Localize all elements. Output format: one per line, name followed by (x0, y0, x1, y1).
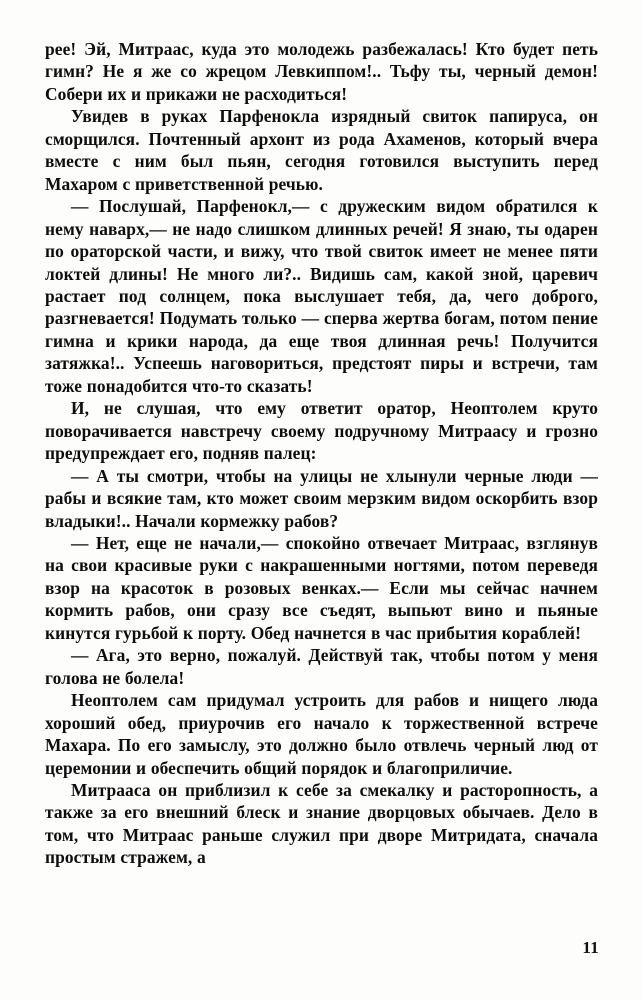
paragraph: Неоптолем сам придумал устроить для рабов и нищего люда хороший обед, приурочив его начало к торжественной встрече Махара. По его замыслу, это должно было отвлечь черный люд от церемонии и обеспечить общий порядок и благоприличие. (45, 690, 598, 778)
paragraph: Митрааса он приблизил к себе за смекалку и расторопность, а также за его внешний блеск и знание дворцовых обычаев. Дело в том, что Митраас раньше служил при дворе Митридата, сначала простым стражем, а (45, 779, 598, 868)
paragraph: рее! Эй, Митраас, куда это молодежь разбежалась! Кто будет петь гимн? Не я же со жрецом Левкиппом!.. Тьфу ты, черный демон! Собери их и прикажи не расходиться! (45, 39, 598, 104)
paragraph-dialogue: — Послушай, Парфенокл,— с дружеским видом обратился к нему наварх,— не надо слишком длинных речей! Я знаю, ты одарен по ораторской части, и вижу, что твой свиток имеет не менее пяти локтей длины! Не много ли?.. Видишь сам, какой зной, царевич растает под солнцем, пока выслушает тебя, да, чего доброго, разгневается! Подумать только — сперва жертва богам, потом пение гимна и крики народа, да еще твоя длинная речь! Получится затяжка!.. Успеешь наговориться, предстоят пиры и встречи, там тоже понадобится что-то сказать! (45, 196, 598, 396)
paragraph-dialogue: — А ты смотри, чтобы на улицы не хлынули черные люди — рабы и всякие там, кто может своим мерзким видом оскорбить взор владыки!.. Начали кормежку рабов? (45, 465, 598, 531)
paragraph: И, не слушая, что ему ответит оратор, Неоптолем круто поворачивается навстречу своему подручному Митраасу и грозно предупреждает его, подняв палец: (45, 398, 598, 464)
page-text-block (45, 38, 598, 869)
page-number: 11 (582, 938, 599, 957)
paragraph-dialogue: — Нет, еще не начали,— спокойно отвечает Митраас, взглянув на свои красивые руки с накрашенными ногтями, потом переведя взор на красоток в розовых венках.— Если мы сейчас начнем кормить рабов, они сразу все съедят, выпьют вино и пьяные кинутся гурьбой к порту. Обед начнется в час прибытия кораблей! (45, 532, 598, 643)
paragraph-dialogue: — Ага, это верно, пожалуй. Действуй так, чтобы потом у меня голова не болела! (45, 645, 598, 688)
paragraph: Увидев в руках Парфенокла изрядный свиток папируса, он сморщился. Почтенный архонт из рода Ахаменов, который вчера вместе с ним был пьян, сегодня готовился выступить перед Махаром с приветственной речью. (45, 106, 598, 194)
